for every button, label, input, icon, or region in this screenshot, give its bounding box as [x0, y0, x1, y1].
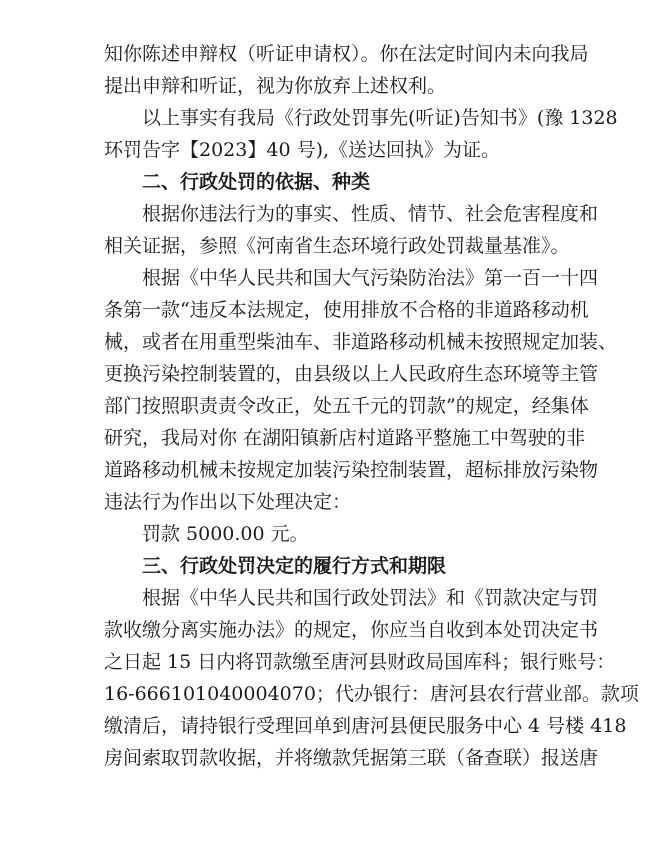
body-line: 研究，我局对你 在湖阳镇新店村道路平整施工中驾驶的非 — [104, 427, 586, 449]
body-line: 根据你违法行为的事实、性质、情节、社会危害程度和 — [142, 203, 599, 225]
body-line: 部门按照职责责令改正，处五千元的罚款”的规定，经集体 — [104, 395, 589, 417]
body-line: 之日起 15 日内将罚款缴至唐河县财政局国库科；银行账号： — [104, 651, 616, 673]
body-line: 款收缴分离实施办法》的规定，你应当自收到本处罚决定书 — [104, 619, 599, 641]
body-line: 相关证据，参照《河南省生态环境行政处罚裁量基准》。 — [104, 235, 570, 257]
section-heading: 二、行政处罚的依据、种类 — [142, 171, 371, 193]
body-line: 以上事实有我局《行政处罚事先(听证)告知书》(豫 1328 — [142, 107, 618, 129]
body-line: 房间索取罚款收据，并将缴款凭据第三联（备查联）报送唐 — [104, 747, 599, 769]
body-line: 根据《中华人民共和国大气污染防治法》第一百一十四 — [142, 267, 599, 289]
body-line: 更换污染控制装置的，由县级以上人民政府生态环境等主管 — [104, 363, 599, 385]
section-heading: 三、行政处罚决定的履行方式和期限 — [142, 555, 447, 577]
body-line: 环罚告字【2023】40 号),《送达回执》为证。 — [104, 139, 501, 161]
body-line: 违法行为作出以下处理决定： — [104, 491, 352, 513]
body-line: 16-666101040004070；代办银行：唐河县农行营业部。款项 — [104, 683, 639, 705]
body-line: 械，或者在用重型柴油车、非道路移动机械未按照规定加装、 — [104, 331, 618, 353]
body-line: 知你陈述申辩权（听证申请权）。你在法定时间内未向我局 — [104, 43, 589, 65]
body-line: 道路移动机械未按规定加装污染控制装置，超标排放污染物 — [104, 459, 599, 481]
body-line: 根据《中华人民共和国行政处罚法》和《罚款决定与罚 — [142, 587, 599, 609]
body-line: 提出申辩和听证，视为你放弃上述权利。 — [104, 75, 447, 97]
body-line: 缴清后，请持银行受理回单到唐河县便民服务中心 4 号楼 418 — [104, 715, 627, 737]
body-line: 条第一款“违反本法规定，使用排放不合格的非道路移动机 — [104, 299, 589, 321]
fine-amount: 罚款 5000.00 元。 — [142, 523, 309, 545]
